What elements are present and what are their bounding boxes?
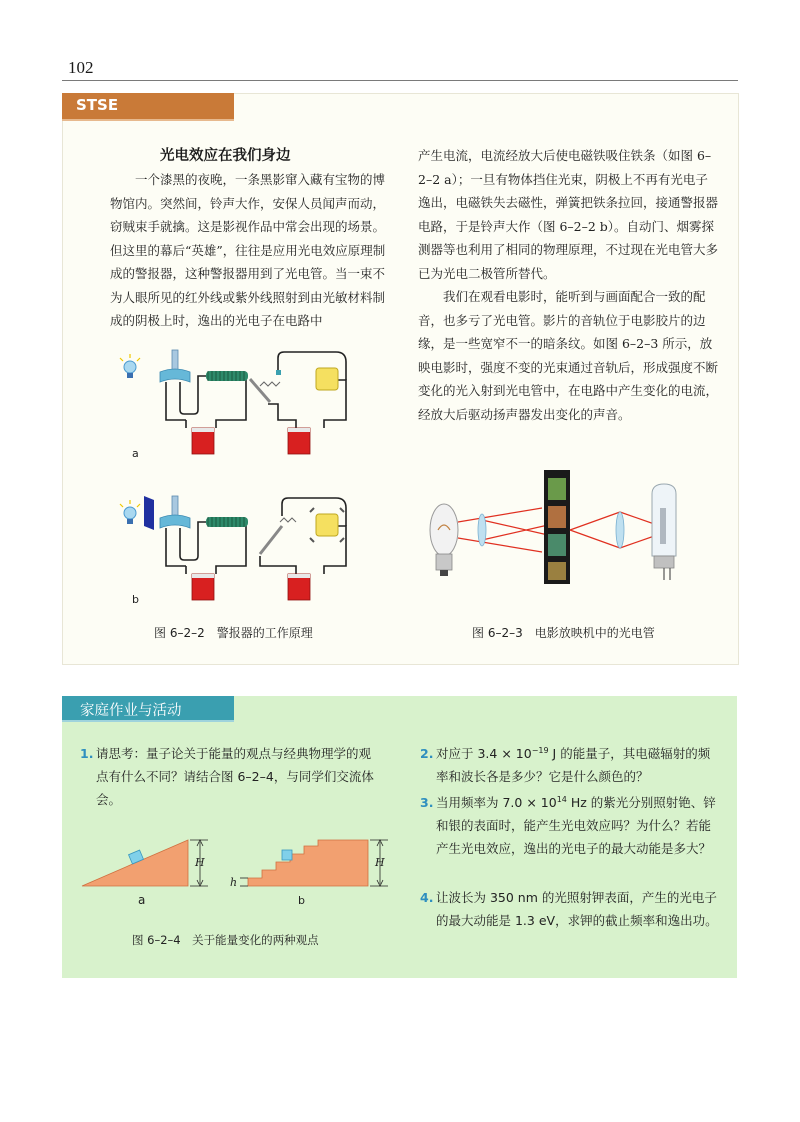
- homework-label: 家庭作业与活动: [80, 703, 182, 719]
- question-text: 请思考：量子论关于能量的观点与经典物理学的观点有什么不同？请结合图 6–2–4，与同学们交流体会。: [96, 746, 374, 807]
- question-text: 当用频率为 $7.0 \times 10^{14}$ Hz 的紫光分别照射铯、锌和银的表面时，能产生光电效应吗？为什么？若能产生光电效应，逸出的光电子的最大动能是多大？: [436, 794, 716, 856]
- alarm-circuit-figure: [110, 344, 370, 614]
- alarm-bell-ringing-icon: [310, 508, 344, 542]
- alarm-diagram-a: [120, 350, 346, 460]
- lens-icon: [616, 512, 624, 548]
- question-text: 对应于 $3.4 \times 10^{-19}$ J 的能量子，其电磁辐射的频率和波长各是多少？它是什么颜色的？: [436, 745, 711, 784]
- phototube-icon: [160, 496, 190, 528]
- light-rays: [570, 512, 660, 548]
- step-height-label-h: h: [230, 876, 238, 889]
- spring-icon: [260, 382, 280, 386]
- figure-label-a: a: [138, 893, 146, 907]
- lens-icon: [478, 514, 486, 546]
- figure-label-b: b: [132, 593, 139, 606]
- header-rule: [62, 80, 738, 81]
- lightbulb-icon: [120, 354, 140, 378]
- ramp-diagram-a: [82, 840, 208, 907]
- iron-strip: [260, 526, 282, 554]
- projector-phototube-figure: [420, 464, 710, 592]
- stse-paragraph-3: 我们在观看电影时，能听到与画面配合一致的配音，也多亏了光电管。影片的音轨位于电影胶片的边缘，是一些宽窄不一的暗条纹。如图 6–2–3 所示，放映电影时，强度不变的光束通过音轨后，形成强度不断变化的光入射到光电管中，在电路中产生变化的电流，经放大后驱动扬声器发出变化的声音。: [418, 289, 719, 422]
- stse-left-column: [110, 168, 392, 333]
- phototube-icon: [160, 350, 190, 382]
- height-label-H: H: [375, 856, 385, 869]
- projector-lamp-icon: [430, 504, 458, 576]
- question-number: 3.: [420, 795, 434, 810]
- block-icon: [282, 850, 292, 860]
- stairs-diagram-b: [230, 840, 388, 907]
- figure-6-2-3-caption: 图 6–2–3 电影放映机中的光电管: [472, 626, 655, 640]
- figure-6-2-4-caption: 图 6–2–4 关于能量变化的两种观点: [132, 933, 319, 947]
- question-number: 1.: [80, 746, 94, 761]
- spring-icon: [280, 518, 296, 522]
- phototube-icon: [652, 484, 676, 580]
- article-title: 光电效应在我们身边: [160, 148, 291, 164]
- homework-tab-underline: [62, 720, 234, 722]
- electromagnet-coil-icon: [206, 517, 248, 527]
- stse-right-column: [418, 144, 718, 426]
- question-number: 4.: [420, 890, 434, 905]
- question-2: [420, 742, 720, 788]
- alarm-diagram-b: [120, 496, 346, 606]
- energy-views-figure: [76, 834, 396, 912]
- figure-label-b: b: [298, 894, 305, 907]
- question-4: [420, 886, 720, 932]
- figure-label-a: a: [132, 447, 139, 460]
- question-text: 让波长为 350 nm 的光照射钾表面，产生的光电子的最大动能是 1.3 eV，求钾的截止频率和逸出功。: [436, 890, 718, 928]
- question-3: [420, 791, 720, 860]
- stse-label: STSE: [76, 96, 119, 114]
- stse-tab-underline: [62, 119, 234, 121]
- stse-paragraph-1: 一个漆黑的夜晚，一条黑影窜入藏有宝物的博物馆内。突然间，铃声大作，安保人员闻声而动，窃贼束手就擒。这是影视作品中常会出现的场景。但这里的幕后“英雄”，往往是应用光电效应原理制成的警报器，这种警报器用到了光电管。当一束不为人眼所见的红外线或紫外线照射到由光敏材料制成的阴极上时，逸出的光电子在电路中: [110, 172, 386, 328]
- figure-6-2-2-caption: 图 6–2–2 警报器的工作原理: [154, 626, 313, 640]
- question-number: 2.: [420, 746, 434, 761]
- height-label-H: H: [195, 856, 205, 869]
- page-number: 102: [68, 58, 94, 77]
- stse-paragraph-2: 产生电流，电流经放大后使电磁铁吸住铁条（如图 6–2–2 a）；一旦有物体挡住光束，阴极上不再有光电子逸出，电磁铁失去磁性，弹簧把铁条拉回，接通警报器电路，于是铃声大作（图 6–2–2 b）。自动门、烟雾探测器等也利用了相同的物理原理，不过现在光电管大多已为光电二极管所替代。: [418, 148, 719, 281]
- alarm-bell-icon: [316, 368, 338, 390]
- question-1: [80, 742, 380, 811]
- blocking-object-icon: [144, 496, 154, 530]
- electromagnet-coil-icon: [206, 371, 248, 381]
- film-strip-icon: [544, 470, 570, 584]
- iron-strip: [250, 379, 270, 402]
- lightbulb-icon: [120, 500, 140, 524]
